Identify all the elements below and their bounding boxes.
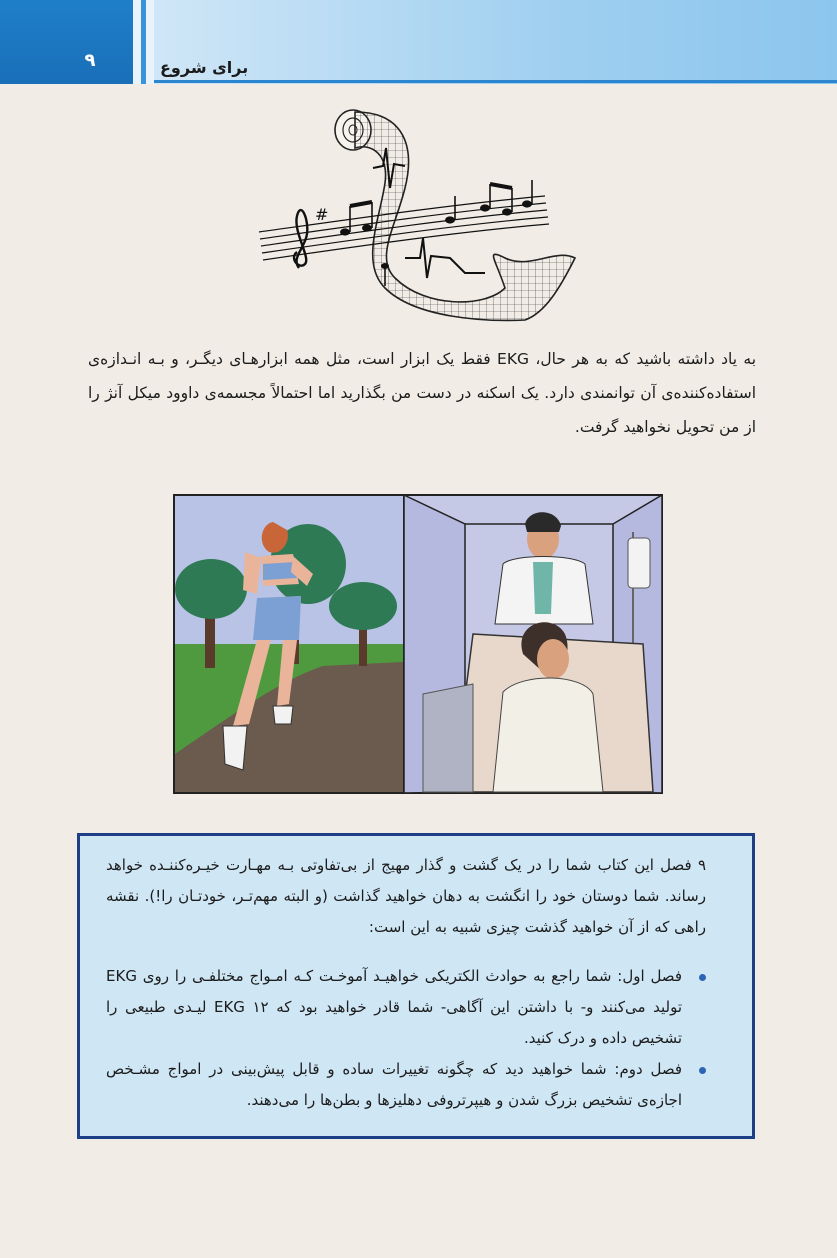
box-intro: ۹ فصل این کتاب شما را در یک گشت و گذار مهیج از بی‌تفاوتی بـه مهـارت خیـره‌کننـده خواهد رساند. شما دوستان خود را انگشت به دهان خواهید گذاشت (و البته مهم‌تـر، خودتـان را!). نقشه راهی که از آن خواهید گذشت چیزی شبیه به این است: (106, 856, 706, 936)
hospital-patient-icon (404, 495, 662, 793)
runner-icon (174, 495, 404, 793)
svg-text:#: # (315, 205, 329, 224)
chapter-summary-box (77, 833, 755, 1139)
list-item-text: فصل دوم: شما خواهید دید که چگونه تغییرات ساده و قابل پیش‌بینی در امواج مشـخص اجازه‌ی تشخیص بزرگ شدن و هیپرتروفی دهلیزها و بطن‌ها را می‌دهند. (106, 1060, 682, 1109)
header-stripe (133, 0, 141, 84)
page-header (0, 0, 837, 84)
running-head: برای شروع (160, 58, 249, 77)
list-item-text: فصل اول: شما راجع به حوادث الکتریکی خواهیـد آموخـت کـه امـواج مختلفـی را روی EKG تولید می‌کنند و- با داشتن این آگاهی- شما قادر خواهید بود که EKG ۱۲ لیـدی طبیعی را تشخیص داده و درک کنید. (106, 967, 683, 1047)
header-rule (154, 80, 837, 83)
header-light-band (154, 0, 837, 84)
list-item (106, 961, 706, 1054)
bullet-icon (699, 974, 706, 981)
page-number: ۹ (84, 50, 96, 71)
header-stripe (146, 0, 154, 84)
runner-hospital-illustration (173, 494, 663, 796)
box-content (106, 850, 706, 1116)
list-item (106, 1054, 706, 1116)
bullet-icon (699, 1067, 706, 1074)
header-blue-block (0, 0, 133, 84)
chapter-list (106, 961, 706, 1116)
body-paragraph: به یاد داشته باشید که به هر حال، EKG فقط یک ابزار است، مثل همه ابزارهـای دیگـر، و بـه انـدازه‌ی استفاده‌کننده‌ی آن توانمندی دارد. یک اسکنه در دست من بگذارید اما احتمالاً مجسمه‌ی داوود میکل آنژ را از من تحویل نخواهید گرفت. (88, 350, 757, 436)
music-ekg-scroll-icon (255, 108, 585, 323)
